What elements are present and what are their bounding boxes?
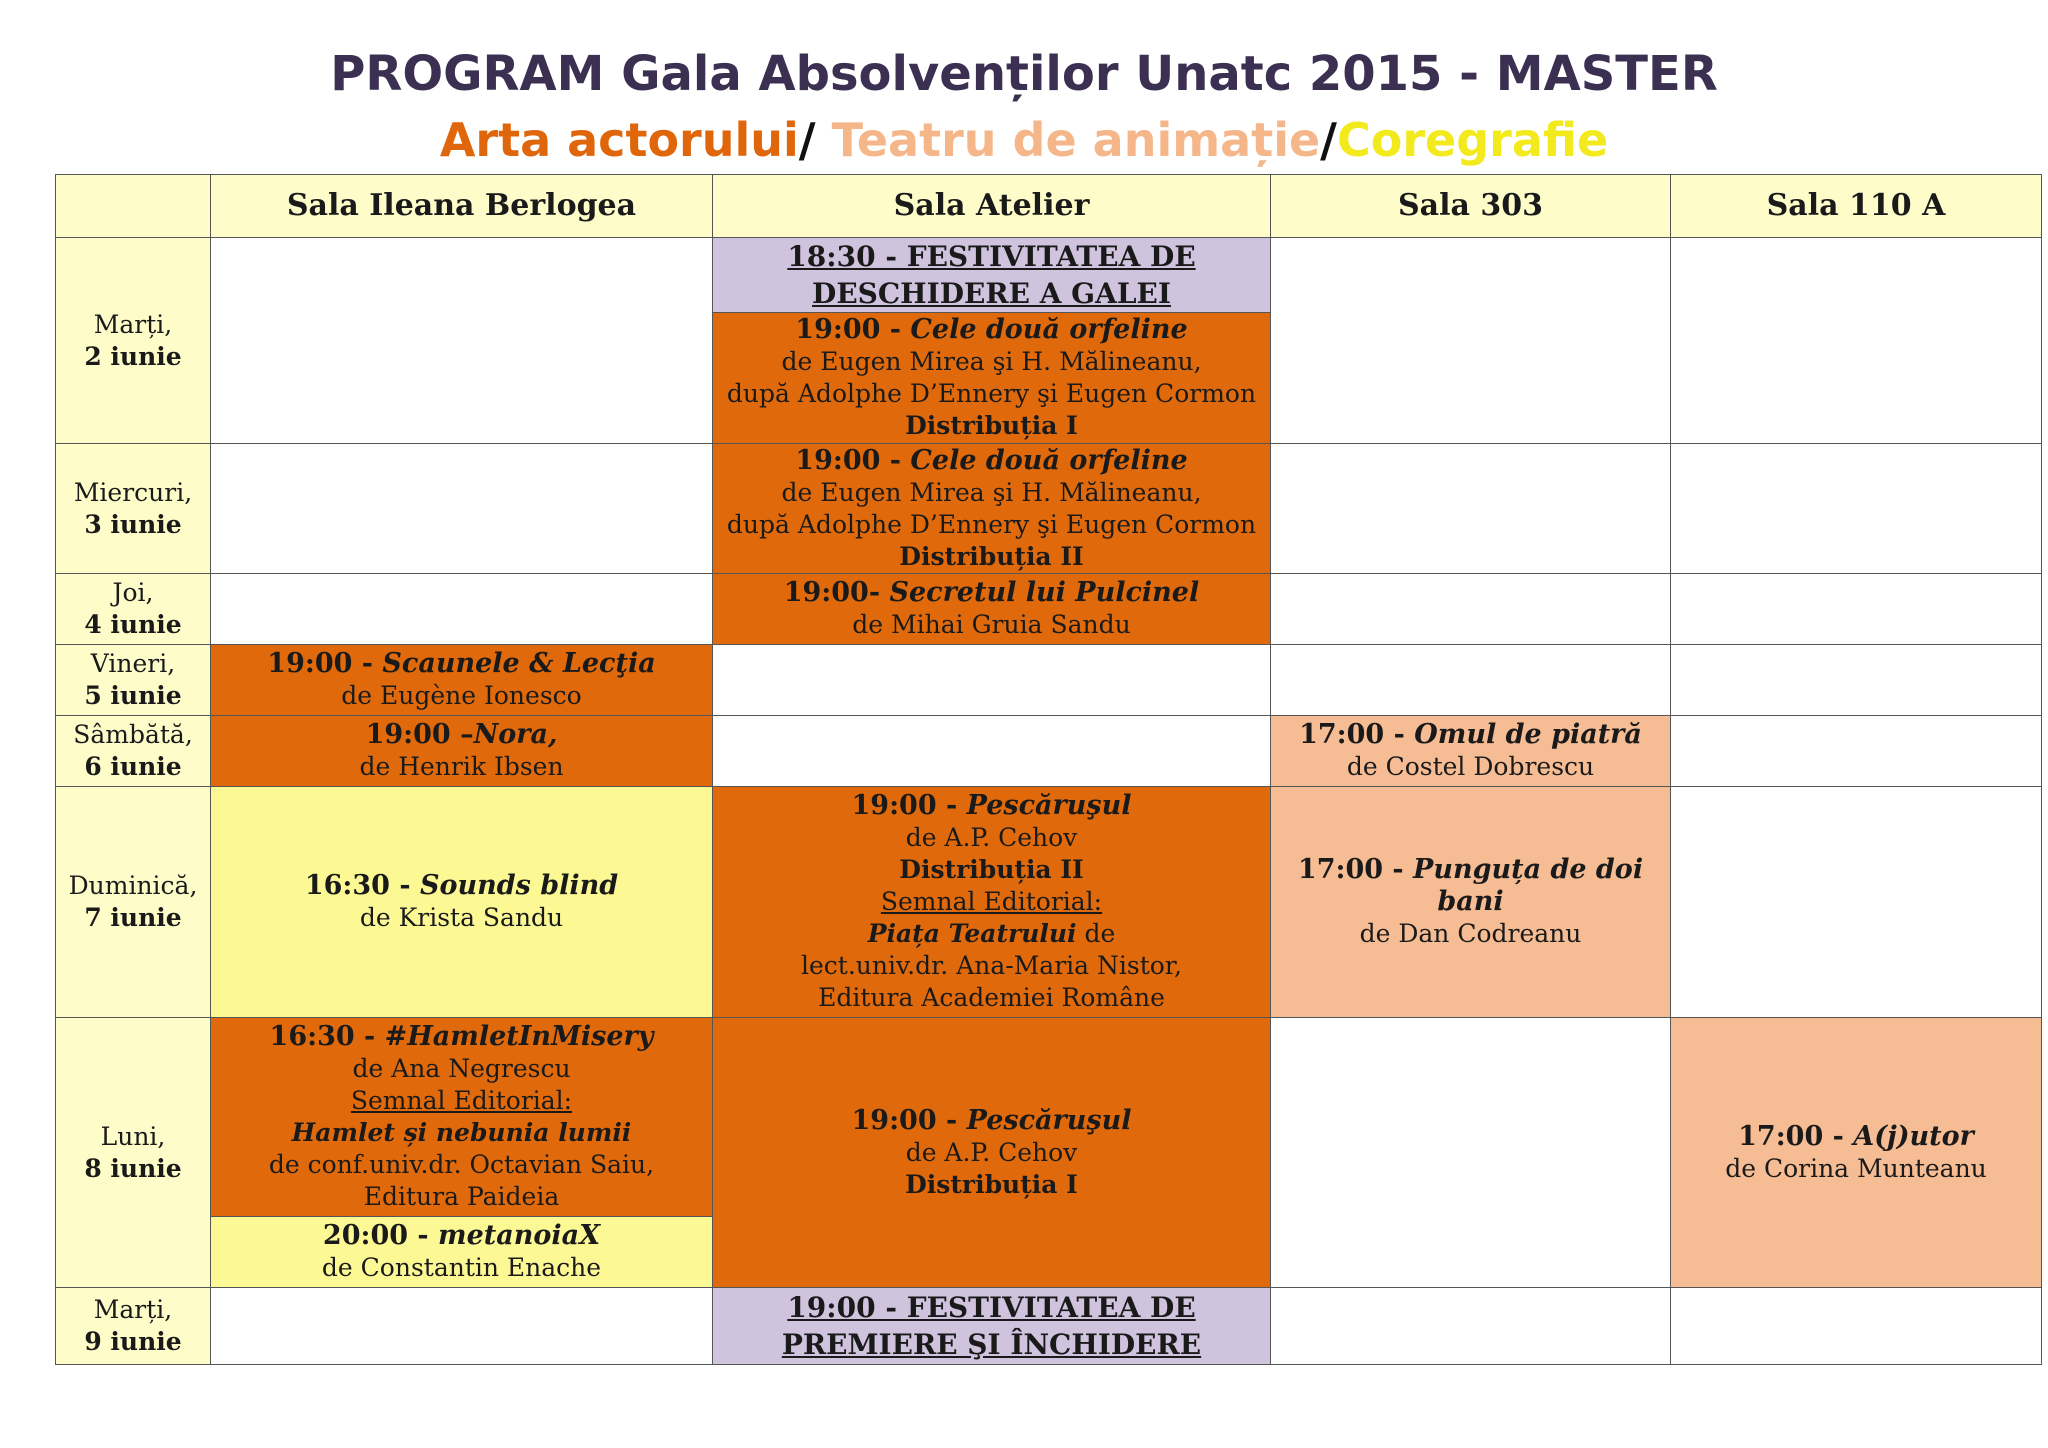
event-title: [1271, 719, 1670, 751]
book-publisher: Editura Academiei Române: [818, 983, 1165, 1012]
event-title: [1271, 854, 1670, 918]
event-name: Punguța de doi bani: [1413, 854, 1644, 917]
header-sala-ileana-berlogea: Sala Ileana Berlogea: [211, 175, 713, 238]
day-cell: [56, 1288, 211, 1365]
day-date: 2 iunie: [84, 341, 182, 371]
event-time: 19:00 -: [795, 314, 911, 345]
event-scaunele-lectia: [211, 645, 713, 716]
semnal-editorial-label: Semnal Editorial:: [880, 887, 1103, 916]
subtitle-animation: Teatru de animație: [831, 113, 1321, 167]
event-time: 17:00 -: [1297, 854, 1414, 885]
header-row: [56, 175, 2042, 238]
opening-ceremony: [713, 238, 1271, 313]
event-name: metanoiaX: [438, 1220, 601, 1251]
event-hamletinmisery: [211, 1018, 713, 1217]
event-pescarusul-1: [713, 1018, 1271, 1288]
event-time: 19:00 -: [267, 648, 383, 679]
empty-cell: [1671, 787, 2042, 1018]
header-sala-atelier: Sala Atelier: [713, 175, 1271, 238]
empty-cell: [211, 444, 713, 574]
event-sounds-blind: [211, 787, 713, 1018]
day-date: 5 iunie: [84, 681, 182, 710]
day-cell: [56, 574, 211, 645]
event-title: [211, 648, 712, 680]
empty-cell: [211, 1288, 713, 1365]
event-cele-doua-orfeline-2: [713, 444, 1271, 574]
event-time: 19:00 -: [851, 790, 967, 821]
event-name: Scaunele & Lecţia: [382, 648, 656, 679]
header-sala-303: Sala 303: [1271, 175, 1671, 238]
event-author: de Henrik Ibsen: [359, 752, 564, 781]
day-cell: [56, 444, 211, 574]
event-name: Omul de piatră: [1414, 719, 1642, 750]
event-line: 19:00 - FESTIVITATEA DE: [787, 1291, 1196, 1324]
day-name: Sâmbătă,: [73, 720, 193, 749]
empty-cell: [1671, 716, 2042, 787]
empty-cell: [713, 716, 1271, 787]
day-cell: [56, 716, 211, 787]
event-title: [713, 790, 1270, 822]
event-cast: Distribuția II: [899, 541, 1084, 571]
row-3-iunie: [56, 444, 2042, 574]
subtitle-separator: /: [1320, 113, 1337, 167]
event-title: [211, 1220, 712, 1252]
event-title: [713, 577, 1270, 609]
event-author: de Costel Dobrescu: [1346, 752, 1595, 781]
event-time: 17:00 -: [1738, 1120, 1854, 1152]
event-omul-de-piatra: [1271, 716, 1671, 787]
closing-ceremony: [713, 1288, 1271, 1365]
event-name: Nora,: [473, 719, 558, 750]
day-name: Joi,: [112, 578, 154, 607]
book-author: lect.univ.dr. Ana-Maria Nistor,: [801, 951, 1182, 980]
day-date: 4 iunie: [84, 610, 182, 639]
empty-cell: [1271, 1018, 1671, 1288]
event-cast: Distribuția I: [905, 1169, 1078, 1199]
event-name: A(j)utor: [1853, 1120, 1974, 1152]
event-line: DESCHIDERE A GALEI: [812, 277, 1171, 310]
book-publisher: Editura Paideia: [363, 1182, 560, 1211]
book-by: de: [1076, 919, 1116, 948]
empty-cell: [1671, 444, 2042, 574]
empty-cell: [1671, 574, 2042, 645]
empty-cell: [1271, 1288, 1671, 1365]
subtitle-separator: /: [798, 113, 832, 167]
event-secretul-lui-pulcinel: [713, 574, 1271, 645]
day-name: Luni,: [100, 1121, 166, 1151]
event-cast: Distribuția I: [905, 411, 1078, 440]
event-time: 17:00 -: [1299, 719, 1415, 750]
event-author: de Krista Sandu: [359, 903, 564, 932]
page-subtitle: [0, 110, 2048, 170]
event-author: de Eugen Mirea şi H. Mălineanu,: [781, 347, 1202, 376]
row-6-iunie: [56, 716, 2042, 787]
header-sala-110a: Sala 110 A: [1671, 175, 2042, 238]
row-7-iunie: [56, 787, 2042, 1018]
row-2-iunie-a: [56, 238, 2042, 313]
event-time: 19:00 –: [365, 719, 474, 750]
event-cele-doua-orfeline-1: [713, 313, 1271, 444]
event-title: [1671, 1121, 2041, 1153]
event-name: Cele două orfeline: [910, 444, 1188, 476]
day-name: Marți,: [93, 309, 173, 339]
event-time: 20:00 -: [322, 1220, 439, 1251]
event-cast: Distribuția II: [899, 855, 1084, 884]
day-cell: [56, 1018, 211, 1288]
empty-cell: [1671, 1288, 2042, 1365]
day-date: 7 iunie: [84, 903, 182, 932]
day-name: Duminică,: [68, 871, 198, 900]
event-time: 19:00 -: [851, 1104, 967, 1136]
book-line: [713, 918, 1270, 950]
event-punguta-de-doi-bani: [1271, 787, 1671, 1018]
event-adaptation: după Adolphe D’Ennery şi Eugen Cormon: [726, 509, 1257, 539]
row-5-iunie: [56, 645, 2042, 716]
day-name: Miercuri,: [73, 477, 193, 507]
event-title: [713, 445, 1270, 477]
subtitle-acting: Arta actorului: [439, 113, 799, 167]
day-date: 6 iunie: [84, 752, 182, 781]
row-9-iunie: [56, 1288, 2042, 1365]
day-cell: [56, 787, 211, 1018]
event-pescarusul-2: [713, 787, 1271, 1018]
event-title: [211, 870, 712, 902]
book-title: Hamlet și nebunia lumii: [291, 1118, 632, 1147]
schedule-table: [55, 174, 2042, 1365]
event-title: [713, 1105, 1270, 1137]
event-line: 18:30 - FESTIVITATEA DE: [787, 240, 1196, 273]
event-title: [211, 719, 712, 751]
subtitle-choreography: Coregrafie: [1336, 113, 1609, 167]
day-date: 3 iunie: [84, 509, 182, 539]
empty-cell: [211, 238, 713, 444]
day-date: 8 iunie: [84, 1153, 182, 1183]
row-4-iunie: [56, 574, 2042, 645]
event-name: Sounds blind: [419, 870, 619, 901]
event-name: Cele două orfeline: [910, 314, 1188, 345]
event-time: 16:30 -: [269, 1021, 385, 1052]
empty-cell: [1271, 238, 1671, 444]
event-author: de Dan Codreanu: [1359, 919, 1582, 948]
empty-cell: [1671, 645, 2042, 716]
event-title: [211, 1021, 712, 1053]
day-name: Marți,: [93, 1295, 173, 1324]
event-time: 19:00 -: [795, 444, 911, 476]
event-name: #HamletInMisery: [384, 1021, 654, 1052]
event-ajutor: [1671, 1018, 2042, 1288]
event-time: 16:30 -: [304, 870, 420, 901]
day-date: 9 iunie: [84, 1327, 182, 1356]
event-author: de Mihai Gruia Sandu: [852, 610, 1131, 639]
page-title: PROGRAM Gala Absolvenților Unatc 2015 - MASTER: [330, 46, 1718, 102]
event-name: Secretul lui Pulcinel: [889, 577, 1200, 608]
day-cell: [56, 645, 211, 716]
event-adaptation: după Adolphe D’Ennery şi Eugen Cormon: [726, 379, 1257, 408]
event-author: de Eugen Mirea şi H. Mălineanu,: [781, 477, 1202, 507]
event-author: de A.P. Cehov: [905, 823, 1078, 852]
event-title: [713, 314, 1270, 346]
book-author: de conf.univ.dr. Octavian Saiu,: [268, 1150, 655, 1179]
empty-cell: [1271, 444, 1671, 574]
event-time: 19:00-: [783, 577, 890, 608]
event-line: PREMIERE ŞI ÎNCHIDERE: [781, 1328, 1202, 1361]
day-name: Vineri,: [90, 649, 176, 678]
semnal-editorial-label: Semnal Editorial:: [350, 1086, 573, 1115]
event-name: Pescăruşul: [966, 1104, 1132, 1136]
event-nora: [211, 716, 713, 787]
empty-cell: [713, 645, 1271, 716]
event-author: de A.P. Cehov: [905, 1137, 1078, 1167]
day-cell: [56, 238, 211, 444]
event-author: de Corina Munteanu: [1725, 1153, 1987, 1183]
empty-cell: [211, 574, 713, 645]
event-name: Pescăruşul: [966, 790, 1132, 821]
event-metanoiax: [211, 1217, 713, 1288]
row-8-iunie-a: [56, 1018, 2042, 1217]
empty-cell: [1671, 238, 2042, 444]
event-author: de Ana Negrescu: [352, 1054, 571, 1083]
empty-cell: [1271, 574, 1671, 645]
book-title: Piața Teatrului: [867, 919, 1077, 948]
event-author: de Eugène Ionesco: [341, 681, 582, 710]
header-corner: [56, 175, 211, 238]
empty-cell: [1271, 645, 1671, 716]
event-author: de Constantin Enache: [321, 1253, 602, 1282]
